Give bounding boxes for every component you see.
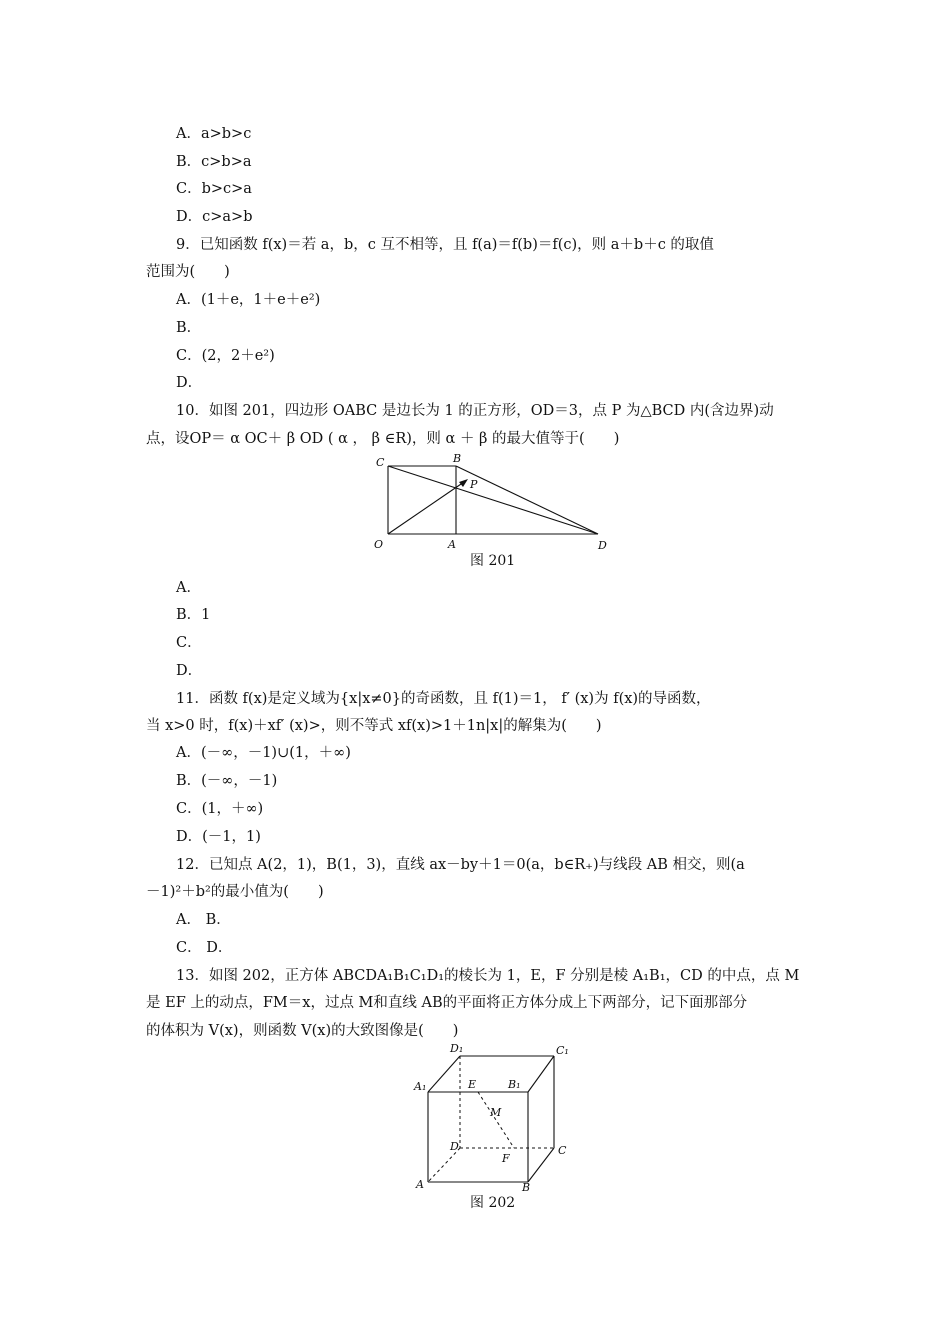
q12-options-ab: A． B． [176, 912, 231, 928]
fig202-label-a1: A₁ [414, 1080, 427, 1093]
q10-option-c: C． [176, 635, 202, 651]
fig202-label-b: B [522, 1181, 531, 1192]
edge-c1b1 [528, 1056, 554, 1092]
q9-option-c: C．(2，2＋e²) [176, 348, 275, 364]
segment-ef-hidden [478, 1092, 514, 1148]
q8-option-c: C．b>c>a [176, 181, 252, 197]
q13-stem-line1: 13．如图 202，正方体 ABCDA₁B₁C₁D₁的棱长为 1，E，F 分别是棱 A₁B₁，CD 的中点，点 M [176, 968, 800, 984]
fig201-label-d: D [598, 539, 607, 552]
fig202-label-e: E [468, 1078, 477, 1091]
q11-option-c: C．(1，＋∞) [176, 801, 264, 817]
fig201-label-o: O [374, 538, 384, 551]
q10-option-a: A． [176, 580, 201, 596]
q12-options-cd: C． D． [176, 940, 233, 956]
q11-option-b: B．(－∞，－1) [176, 773, 278, 789]
fig202-label-d: D [450, 1140, 459, 1153]
edge-da-hidden [428, 1148, 460, 1182]
q11-stem-line1: 11．函数 f(x)是定义域为{x|x≠0}的奇函数，且 f(1)＝1， f′ (x)为 f(x)的导函数， [176, 691, 711, 707]
q9-option-d: D． [176, 375, 203, 391]
figure-202 [410, 1042, 580, 1192]
fig201-label-a: A [448, 538, 456, 551]
q13-stem-line3: 的体积为 V(x)，则函数 V(x)的大致图像是( ) [146, 1023, 459, 1039]
figure-201 [360, 450, 620, 560]
arrowhead-p [459, 479, 468, 487]
q12-stem-line2: －1)²＋b²的最小值为( ) [146, 884, 324, 900]
q11-stem-line2: 当 x>0 时，f(x)＋xf′ (x)>，则不等式 xf(x)>1＋1n|x|的解集为( ) [146, 718, 602, 734]
q8-option-d: D．c>a>b [176, 209, 253, 225]
segment-cd [388, 466, 598, 534]
fig202-label-d1: D₁ [450, 1042, 464, 1055]
edge-a1d1 [428, 1056, 460, 1092]
fig202-label-b1: B₁ [508, 1078, 521, 1091]
q10-option-d: D． [176, 663, 203, 679]
q8-option-a: A．a>b>c [176, 126, 252, 142]
q9-stem-line2: 范围为( ) [146, 264, 230, 280]
q11-option-d: D．(－1，1) [176, 829, 261, 845]
q9-option-b: B． [176, 320, 202, 336]
fig201-label-p: P [470, 478, 478, 491]
figure-201-caption: 图 201 [470, 553, 516, 569]
fig201-label-b: B [453, 452, 462, 465]
segment-op [388, 482, 464, 534]
q10-stem-line2: 点，设OP＝ α OC＋ β OD ( α ， β ∈R)，则 α ＋ β 的最大值等于( ) [146, 431, 620, 447]
fig201-label-c: C [376, 456, 385, 469]
fig202-label-c: C [558, 1144, 567, 1157]
fig202-label-f: F [502, 1152, 510, 1165]
q8-option-b: B．c>b>a [176, 154, 252, 170]
fig202-label-c1: C₁ [556, 1044, 569, 1057]
segment-bd [456, 466, 598, 534]
fig202-label-a: A [416, 1178, 424, 1191]
q13-stem-line2: 是 EF 上的动点，FM＝x，过点 M和直线 AB的平面将正方体分成上下两部分，记下面那部分 [146, 995, 748, 1011]
fig202-label-m: M [490, 1106, 502, 1119]
edge-cb [528, 1148, 554, 1182]
q9-stem-line1: 9．已知函数 f(x)＝若 a，b，c 互不相等，且 f(a)＝f(b)＝f(c)，则 a＋b＋c 的取值 [176, 237, 714, 253]
q10-stem-line1: 10．如图 201，四边形 OABC 是边长为 1 的正方形，OD＝3，点 P 为△BCD 内(含边界)动 [176, 403, 774, 419]
figure-202-caption: 图 202 [470, 1195, 516, 1211]
q10-option-b: B．1 [176, 607, 211, 623]
q11-option-a: A．(－∞，－1)∪(1，＋∞) [176, 745, 351, 761]
q12-stem-line1: 12．已知点 A(2，1)，B(1，3)，直线 ax－by＋1＝0(a，b∈R₊)与线段 AB 相交，则(a [176, 857, 745, 873]
q9-option-a: A．(1＋e，1＋e＋e²) [176, 292, 321, 308]
